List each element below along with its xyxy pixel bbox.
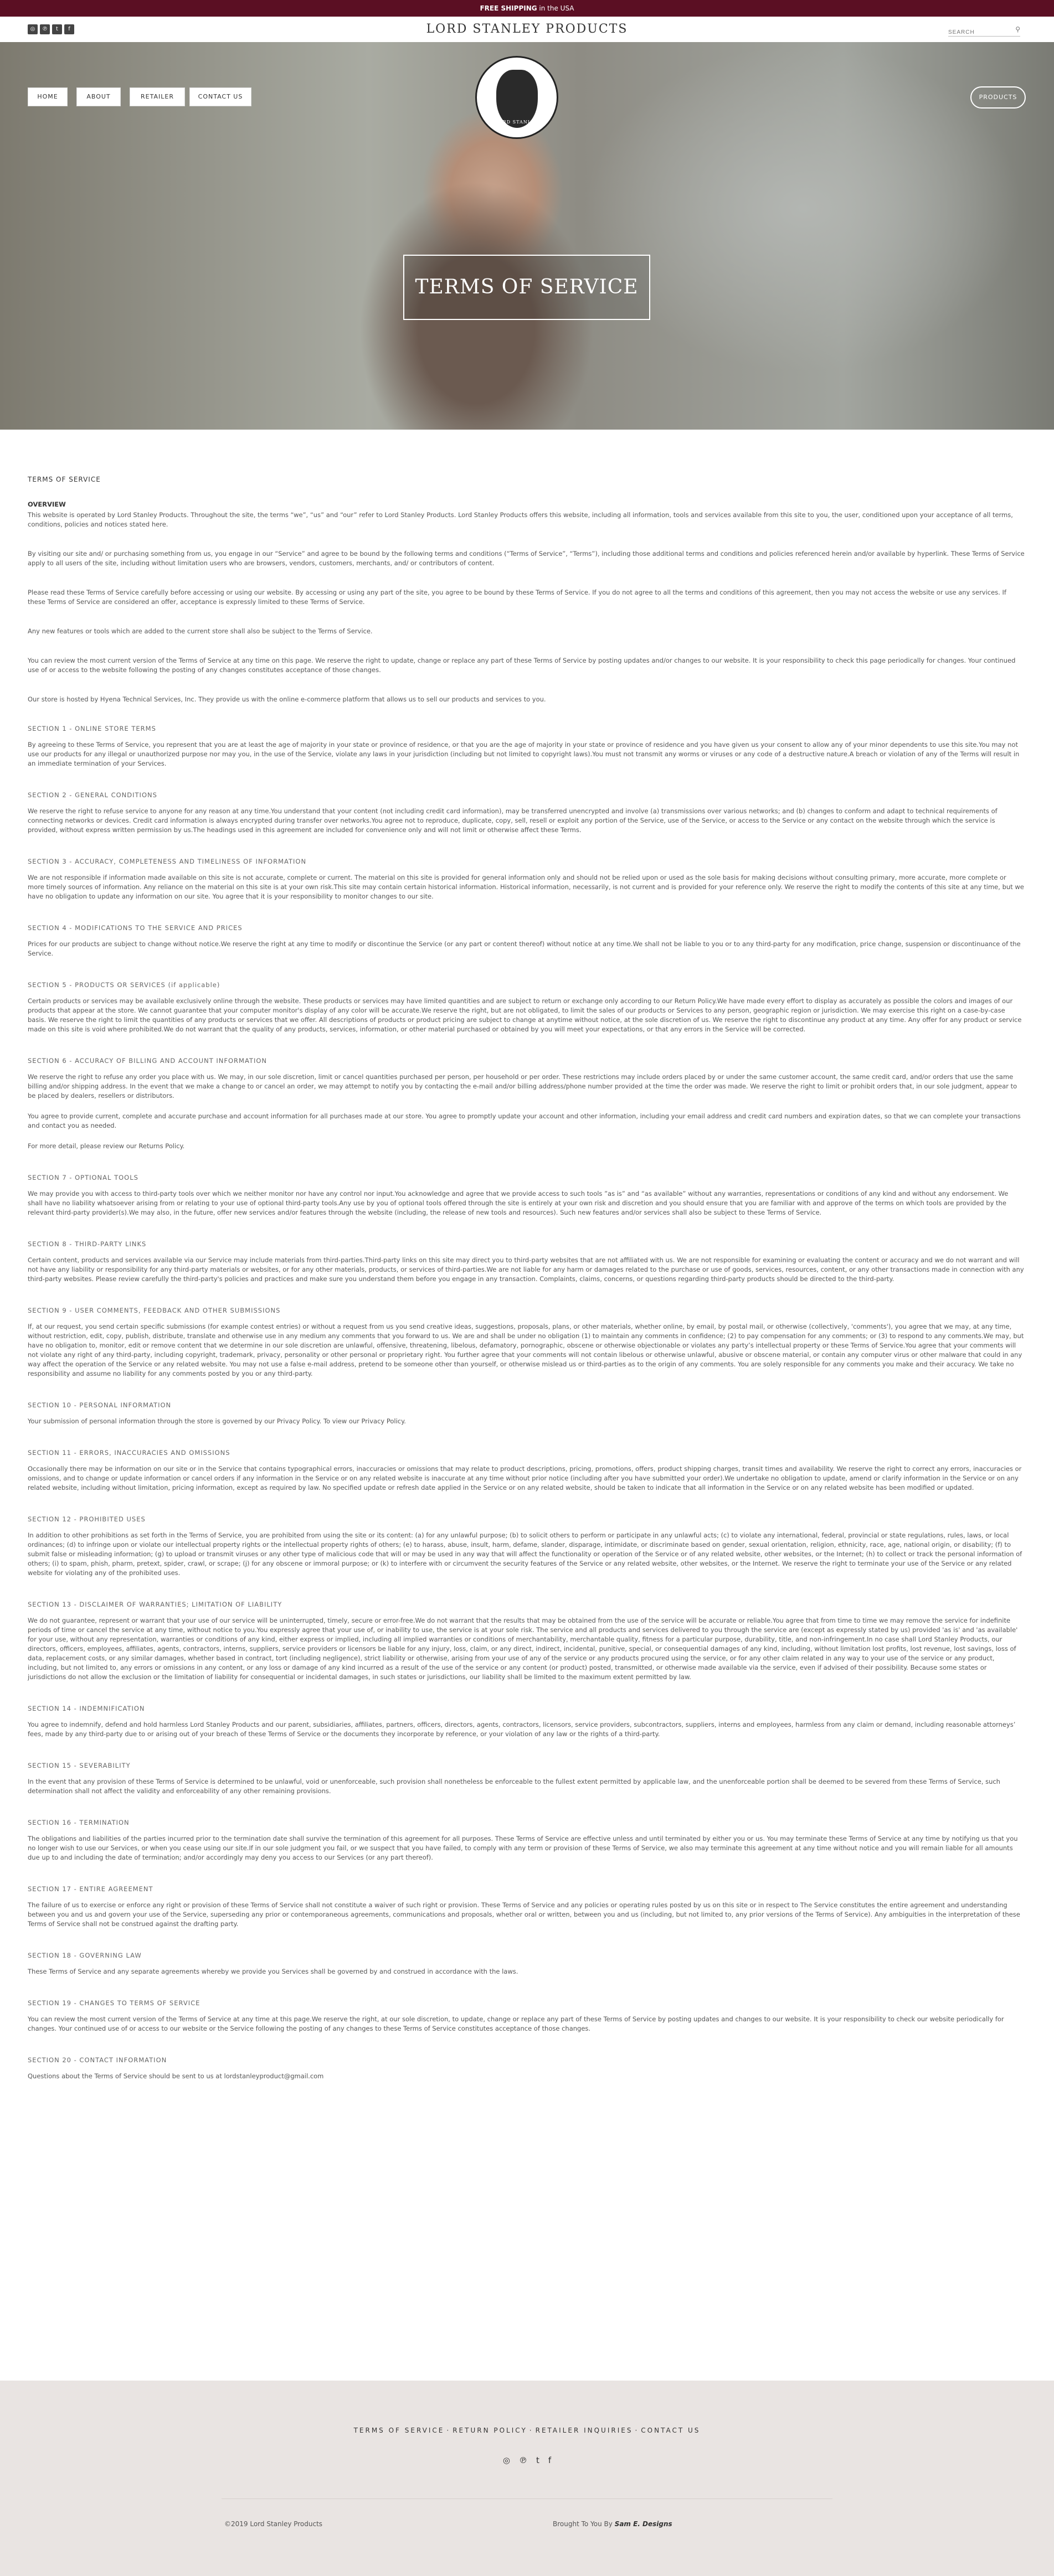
sections-list: [28, 724, 1025, 2081]
section-paragraph: Prices for our products are subject to change without notice.We reserve the right at any time to modify or discontinue the Service (or any part or content thereof) without notice at any time.We shall not be liable to you or to any third-party for any modification, price change, suspension or discontinuance of the Service.: [28, 940, 1021, 957]
terms-section: [28, 1818, 1025, 1862]
section-title: SECTION 10 - PERSONAL INFORMATION: [28, 1401, 172, 1409]
footer-separator: ·: [529, 2427, 533, 2434]
section-paragraph: If, at our request, you send certain specific submissions (for example contest entries) or without a request from us you send creative ideas, suggestions, proposals, plans, or other materials, whether online, by email, by postal mail, or otherwise (collectively, 'comments'), you agree that we may, at any time, without restriction, edit, copy, publish, distribute, translate and otherwise use in any medium any comments that you forward to us. We are and shall be under no obligation (1) to maintain any comments in confidence; (2) to pay compensation for any comments; or (3) to respond to any comments.We may, but have no obligation to, monitor, edit or remove content that we determine in our sole discretion are unlawful, offensive, threatening, libelous, defamatory, pornographic, obscene or otherwise objectionable or violates any party’s intellectual property or these Terms of Service.You agree that your comments will not violate any right of any third-party, including copyright, trademark, privacy, personality or other personal or proprietary right. You further agree that your comments will not contain libelous or otherwise unlawful, abusive or obscene material, or contain any computer virus or other malware that could in any way affect the operation of the Service or any related website. You may not use a false e-mail address, pretend to be someone other than yourself, or otherwise mislead us or third-parties as to the origin of any comments. You are solely responsible for any comments you make and their accuracy. We take no responsibility and assume no liability for any comments posted by you or any third-party.: [28, 1323, 1024, 1377]
terms-section: [28, 724, 1025, 768]
section-paragraph: We reserve the right to refuse any order you place with us. We may, in our sole discretion, limit or cancel quantities purchased per person, per household or per order. These restrictions may include orders placed by or under the same customer account, the same credit card, and/or orders that use the same billing and/or shipping address. In the event that we make a change to or cancel an order, we may attempt to notify you by contacting the e-mail and/or billing address/phone number provided at the time the order was made. We reserve the right to limit or prohibit orders that, in our sole judgment, appear to be placed by dealers, resellers or distributors.: [28, 1073, 1017, 1099]
overview-paragraph: Our store is hosted by Hyena Technical Services, Inc. They provide us with the online e-commerce platform that allows us to sell our products and services to you.: [28, 695, 546, 703]
nav-retailer-button[interactable]: RETAILER: [130, 87, 185, 106]
promo-rest: in the USA: [537, 4, 574, 12]
terms-section: [28, 857, 1025, 901]
section-title: SECTION 8 - THIRD-PARTY LINKS: [28, 1240, 147, 1248]
facebook-icon[interactable]: f: [548, 2455, 552, 2465]
nav-contact-button[interactable]: CONTACT US: [189, 87, 251, 106]
footer-return-link[interactable]: RETURN POLICY: [453, 2427, 527, 2434]
section-title: SECTION 11 - ERRORS, INACCURACIES AND OMISSIONS: [28, 1449, 230, 1457]
terms-section: [28, 1704, 1025, 1739]
section-title: SECTION 17 - ENTIRE AGREEMENT: [28, 1885, 153, 1893]
hero-title-box: [403, 255, 650, 320]
section-paragraph: We may provide you with access to third-party tools over which we neither monitor nor have any control nor input.You acknowledge and agree that we provide access to such tools ”as is” and “as available” without any warranties, representations or conditions of any kind and without any endorsement. We shall have no liability whatsoever arising from or relating to your use of optional third-party tools.Any use by you of optional tools offered through the site is entirely at your own risk and discretion and you should ensure that you are familiar with and approve of the terms on which tools are provided by the relevant third-party provider(s).We may also, in the future, offer new services and/or features through the website (including, the release of new tools and resources). Such new features and/or services shall also be subject to these Terms of Service.: [28, 1190, 1009, 1216]
overview-section: [28, 510, 1025, 704]
footer-separator: ·: [446, 2427, 451, 2434]
section-paragraph: Certain content, products and services available via our Service may include materials from third-parties.Third-party links on this site may direct you to third-party websites that are not affiliated with us. We are not responsible for examining or evaluating the content or accuracy and we do not warrant and will not have any liability or responsibility for any third-party materials or websites, or for any other materials, products, or services of third-parties.We are not liable for any harm or damages related to the purchase or use of goods, services, resources, content, or any other transactions made in connection with any third-party websites. Please review carefully the third-party's policies and practices and make sure you understand them before you engage in any transaction. Complaints, claims, concerns, or questions regarding third-party products should be directed to the third-party.: [28, 1256, 1024, 1283]
section-title: SECTION 15 - SEVERABILITY: [28, 1762, 131, 1769]
section-paragraph: We are not responsible if information made available on this site is not accurate, complete or current. The material on this site is provided for general information only and should not be relied upon or used as the sole basis for making decisions without consulting primary, more accurate, more complete or more timely sources of information. Any reliance on the material on this site is at your own risk.This site may contain certain historical information. Historical information, necessarily, is not current and is provided for your reference only. We reserve the right to modify the contents of this site at any time, but we have no obligation to update any information on our site. You agree that it is your responsibility to monitor changes to our site.: [28, 874, 1024, 900]
section-title: SECTION 16 - TERMINATION: [28, 1819, 130, 1826]
overview-paragraph: By visiting our site and/ or purchasing something from us, you engage in our “Service” and agree to be bound by the following terms and conditions (“Terms of Service”, “Terms”), including those additional terms and conditions and policies referenced herein and/or available by hyperlink. These Terms of Service apply to all users of the site, including without limitation users who are browsers, vendors, customers, merchants, and/ or contributors of content.: [28, 550, 1025, 567]
credit-prefix: Brought To You By: [553, 2520, 615, 2528]
footer-nav: [0, 2427, 1054, 2434]
terms-content: [28, 475, 1025, 2103]
overview-paragraph: Any new features or tools which are added to the current store shall also be subject to the Terms of Service.: [28, 627, 373, 635]
promo-bold: FREE SHIPPING: [480, 4, 537, 12]
section-paragraph: The obligations and liabilities of the parties incurred prior to the termination date shall survive the termination of this agreement for all purposes. These Terms of Service are effective unless and until terminated by either you or us. You may terminate these Terms of Service at any time by notifying us that you no longer wish to use our Services, or when you cease using our site.If in our sole judgment you fail, or we suspect that you have failed, to comply with any term or provision of these Terms of Service, we also may terminate this agreement at any time without notice and you will remain liable for all amounts due up to and including the date of termination; and/or accordingly may deny you access to our Services (or any part thereof).: [28, 1835, 1018, 1861]
section-paragraph: You can review the most current version of the Terms of Service at any time at this page.We reserve the right, at our sole discretion, to update, change or replace any part of these Terms of Service by posting updates and changes to our website. It is your responsibility to check our website periodically for changes. Your continued use of or access to our website or the Service following the posting of any changes to these Terms of Service constitutes acceptance of those changes.: [28, 2015, 1004, 2032]
terms-section: [28, 1951, 1025, 1976]
section-paragraph: In addition to other prohibitions as set forth in the Terms of Service, you are prohibited from using the site or its content: (a) for any unlawful purpose; (b) to solicit others to perform or participate in any unlawful acts; (c) to violate any international, federal, provincial or state regulations, rules, laws, or local ordinances; (d) to infringe upon or violate our intellectual property rights or the intellectual property rights of others; (e) to harass, abuse, insult, harm, defame, slander, disparage, intimidate, or discriminate based on gender, sexual orientation, religion, ethnicity, race, age, national origin, or disability; (f) to submit false or misleading information; (g) to upload or transmit viruses or any other type of malicious code that will or may be used in any way that will affect the functionality or operation of the Service or of any related website, other websites, or the Internet; (h) to collect or track the personal information of others; (i) to spam, phish, pharm, pretext, spider, crawl, or scrape; (j) for any obscene or immoral purpose; or (k) to interfere with or circumvent the security features of the Service or any related website, other websites, or the Internet. We reserve the right to terminate your use of the Service or any related website for violating any of the prohibited uses.: [28, 1531, 1022, 1577]
section-paragraph: The failure of us to exercise or enforce any right or provision of these Terms of Service shall not constitute a waiver of such right or provision. These Terms of Service and any policies or operating rules posted by us on this site or in respect to The Service constitutes the entire agreement and understanding between you and us and govern your use of the Service, superseding any prior or contemporaneous agreements, communications and proposals, whether oral or written, between you and us (including, but not limited to, any prior versions of the Terms of Service). Any ambiguities in the interpretation of these Terms of Service shall not be construed against the drafting party.: [28, 1901, 1020, 1928]
footer-terms-link[interactable]: TERMS OF SERVICE: [353, 2427, 445, 2434]
terms-section: [28, 1240, 1025, 1284]
terms-section: [28, 1401, 1025, 1426]
section-paragraph: For more detail, please review our Returns Policy.: [28, 1142, 185, 1150]
section-title: SECTION 5 - PRODUCTS OR SERVICES (if applicable): [28, 981, 220, 989]
section-title: SECTION 2 - GENERAL CONDITIONS: [28, 791, 157, 799]
section-paragraph: You agree to provide current, complete and accurate purchase and account information for all purchases made at our store. You agree to promptly update your account and other information, including your email address and credit card numbers and expiration dates, so that we can complete your transactions and contact you as needed.: [28, 1112, 1021, 1129]
section-title: SECTION 18 - GOVERNING LAW: [28, 1952, 142, 1959]
section-title: SECTION 12 - PROHIBITED USES: [28, 1515, 146, 1523]
terms-section: [28, 1448, 1025, 1493]
twitter-icon[interactable]: t: [536, 2455, 539, 2465]
section-paragraph: We reserve the right to refuse service to anyone for any reason at any time.You understand that your content (not including credit card information), may be transferred unencrypted and involve (a) transmissions over various networks; and (b) changes to conform and adapt to technical requirements of connecting networks or devices. Credit card information is always encrypted during transfer over networks.You agree not to reproduce, duplicate, copy, sell, resell or exploit any portion of the Service, use of the Service, or access to the Service or any contact on the website through which the service is provided, without express written permission by us.The headings used in this agreement are included for convenience only and will not limit or otherwise affect these Terms.: [28, 807, 998, 834]
footer-retailer-link[interactable]: RETAILER INQUIRIES: [535, 2427, 633, 2434]
section-title: SECTION 6 - ACCURACY OF BILLING AND ACCOUNT INFORMATION: [28, 1057, 267, 1065]
section-title: SECTION 9 - USER COMMENTS, FEEDBACK AND OTHER SUBMISSIONS: [28, 1307, 281, 1314]
section-title: SECTION 19 - CHANGES TO TERMS OF SERVICE: [28, 1999, 200, 2007]
terms-section: [28, 1515, 1025, 1578]
logo-text: LORD STANLEY: [495, 120, 539, 125]
terms-section: [28, 980, 1025, 1034]
footer-contact-link[interactable]: CONTACT US: [641, 2427, 701, 2434]
overview-paragraph: This website is operated by Lord Stanley Products. Throughout the site, the terms “we”, “us” and “our” refer to Lord Stanley Products. Lord Stanley Products offers this website, including all information, tools and services available from this site to you, the user, conditioned upon your acceptance of all terms, conditions, policies and notices stated here.: [28, 511, 1013, 528]
designer-credit: [553, 2520, 672, 2528]
top-bar: [0, 17, 1054, 42]
site-footer: [0, 2381, 1054, 2576]
section-paragraph: Questions about the Terms of Service should be sent to us at lordstanleyproduct@gmail.com: [28, 2072, 324, 2080]
terms-section: [28, 923, 1025, 958]
overview-paragraph: Please read these Terms of Service carefully before accessing or using our website. By accessing or using any part of the site, you agree to be bound by these Terms of Service. If you do not agree to all the terms and conditions of this agreement, then you may not access the website or use any services. If these Terms of Service are considered an offer, acceptance is expressly limited to these Terms of Service.: [28, 588, 1006, 606]
terms-section: [28, 1600, 1025, 1682]
products-button[interactable]: PRODUCTS: [970, 86, 1026, 109]
copyright-text: ©2019 Lord Stanley Products: [224, 2520, 323, 2528]
terms-section: [28, 1306, 1025, 1379]
terms-section: [28, 791, 1025, 835]
section-paragraph: We do not guarantee, represent or warrant that your use of our service will be uninterrupted, timely, secure or error-free.We do not warrant that the results that may be obtained from the use of the service will be accurate or reliable.You agree that from time to time we may remove the service for indefinite periods of time or cancel the service at any time, without notice to you.You expressly agree that your use of, or inability to use, the service is at your sole risk. The service and all products and services delivered to you through the service are (except as expressly stated by us) provided 'as is' and 'as available' for your use, without any representation, warranties or conditions of any kind, either express or implied, including all implied warranties or conditions of merchantability, merchantable quality, fitness for a particular purpose, durability, title, and non-infringement.In no case shall Lord Stanley Products, our directors, officers, employees, affiliates, agents, contractors, interns, suppliers, service providers or licensors be liable for any injury, loss, claim, or any direct, indirect, incidental, punitive, special, or consequential damages of any kind, including, without limitation lost profits, lost revenue, lost savings, loss of data, replacement costs, or any similar damages, whether based in contract, tort (including negligence), strict liability or otherwise, arising from your use of any of the service or any products procured using the service, or for any other claim related in any way to your use of the service or any product, including, but not limited to, any errors or omissions in any content, or any loss or damage of any kind incurred as a result of the use of the service or any content (or product) posted, transmitted, or otherwise made available via the service, even if advised of their possibility. Because some states or jurisdictions do not allow the exclusion or the limitation of liability for consequential or incidental damages, in such states or jurisdictions, our liability shall be limited to the maximum extent permitted by law.: [28, 1617, 1018, 1681]
section-paragraph: Your submission of personal information through the store is governed by our Privacy Policy. To view our Privacy Policy.: [28, 1417, 406, 1425]
brand-title[interactable]: LORD STANLEY PRODUCTS: [426, 22, 628, 36]
twitter-icon[interactable]: t: [52, 24, 62, 34]
overview-title: OVERVIEW: [28, 500, 66, 508]
pinterest-icon[interactable]: ℗: [40, 24, 50, 34]
terms-section: [28, 2056, 1025, 2081]
footer-separator: ·: [635, 2427, 639, 2434]
section-title: SECTION 13 - DISCLAIMER OF WARRANTIES; LIMITATION OF LIABILITY: [28, 1601, 282, 1608]
brand-logo[interactable]: [475, 56, 558, 139]
terms-section: [28, 1056, 1025, 1151]
instagram-icon[interactable]: ◎: [28, 24, 38, 34]
section-paragraph: You agree to indemnify, defend and hold harmless Lord Stanley Products and our parent, subsidiaries, affiliates, partners, officers, directors, agents, contractors, licensors, service providers, subcontractors, suppliers, interns and employees, harmless from any claim or demand, including reasonable attorneys’ fees, made by any third-party due to or arising out of your breach of these Terms of Service or the documents they incorporate by reference, or your violation of any law or the rights of a third-party.: [28, 1721, 1016, 1738]
promo-banner: [0, 0, 1054, 17]
terms-section: [28, 1999, 1025, 2033]
search-input[interactable]: [948, 29, 1009, 35]
search-icon[interactable]: ⚲: [1015, 25, 1020, 33]
page-title: TERMS OF SERVICE: [415, 276, 639, 298]
content-heading: TERMS OF SERVICE: [28, 476, 101, 483]
section-title: SECTION 1 - ONLINE STORE TERMS: [28, 725, 156, 732]
hero-banner: [0, 42, 1054, 430]
pinterest-icon[interactable]: ℗: [518, 2455, 527, 2465]
section-title: SECTION 20 - CONTACT INFORMATION: [28, 2056, 167, 2064]
section-title: SECTION 3 - ACCURACY, COMPLETENESS AND TIMELINESS OF INFORMATION: [28, 858, 307, 865]
section-paragraph: By agreeing to these Terms of Service, you represent that you are at least the age of majority in your state or province of residence, or that you are the age of majority in your state or province of residence and you have given us your consent to allow any of your minor dependents to use this site.You may not use our products for any illegal or unauthorized purpose nor may you, in the use of the Service, violate any laws in your jurisdiction (including but not limited to copyright laws).You must not transmit any worms or viruses or any code of a destructive nature.A breach or violation of any of the Terms will result in an immediate termination of your Services.: [28, 741, 1020, 767]
section-paragraph: In the event that any provision of these Terms of Service is determined to be unlawful, void or unenforceable, such provision shall nonetheless be enforceable to the fullest extent permitted by applicable law, and the unenforceable portion shall be deemed to be severed from these Terms of Service, such determination shall not affect the validity and enforceability of any other remaining provisions.: [28, 1778, 1000, 1795]
footer-divider: [222, 2498, 832, 2499]
facebook-icon[interactable]: f: [64, 24, 74, 34]
section-title: SECTION 7 - OPTIONAL TOOLS: [28, 1174, 138, 1181]
nav-home-button[interactable]: HOME: [28, 87, 68, 106]
footer-social: [0, 2455, 1054, 2465]
nav-about-button[interactable]: ABOUT: [76, 87, 121, 106]
credit-link[interactable]: Sam E. Designs: [614, 2520, 672, 2528]
search-box: [948, 25, 1020, 37]
section-title: SECTION 4 - MODIFICATIONS TO THE SERVICE AND PRICES: [28, 924, 243, 932]
instagram-icon[interactable]: ◎: [502, 2455, 510, 2465]
section-paragraph: Certain products or services may be available exclusively online through the website. These products or services may have limited quantities and are subject to return or exchange only according to our Return Policy.We have made every effort to display as accurately as possible the colors and images of our products that appear at the store. We cannot guarantee that your computer monitor's display of any color will be accurate.We reserve the right, but are not obligated, to limit the sales of our products or Services to any person, geographic region or jurisdiction. We may exercise this right on a case-by-case basis. We reserve the right to limit the quantities of any products or services that we offer. All descriptions of products or product pricing are subject to change at anytime without notice, at the sole discretion of us. We reserve the right to discontinue any product at any time. Any offer for any product or service made on this site is void where prohibited.We do not warrant that the quality of any products, services, information, or other material purchased or obtained by you will meet your expectations, or that any errors in the Service will be corrected.: [28, 997, 1022, 1033]
section-paragraph: These Terms of Service and any separate agreements whereby we provide you Services shall be governed by and construed in accordance with the laws.: [28, 1968, 518, 1975]
section-title: SECTION 14 - INDEMNIFICATION: [28, 1705, 145, 1712]
overview-paragraph: You can review the most current version of the Terms of Service at any time on this page. We reserve the right to update, change or replace any part of these Terms of Service by posting updates and/or changes to our website. It is your responsibility to check this page periodically for changes. Your continued use of or access to the website following the posting of any changes constitutes acceptance of those changes.: [28, 657, 1016, 674]
section-paragraph: Occasionally there may be information on our site or in the Service that contains typographical errors, inaccuracies or omissions that may relate to product descriptions, pricing, promotions, offers, product shipping charges, transit times and availability. We reserve the right to correct any errors, inaccuracies or omissions, and to change or update information or cancel orders if any information in the Service or on any related website is inaccurate at any time without prior notice (including after you have submitted your order).We undertake no obligation to update, amend or clarify information in the Service or on any related website, including without limitation, pricing information, except as required by law. No specified update or refresh date applied in the Service or on any related website, should be taken to indicate that all information in the Service or on any related website has been modified or updated.: [28, 1465, 1022, 1491]
terms-section: [28, 1761, 1025, 1796]
terms-section: [28, 1173, 1025, 1217]
terms-section: [28, 1885, 1025, 1929]
